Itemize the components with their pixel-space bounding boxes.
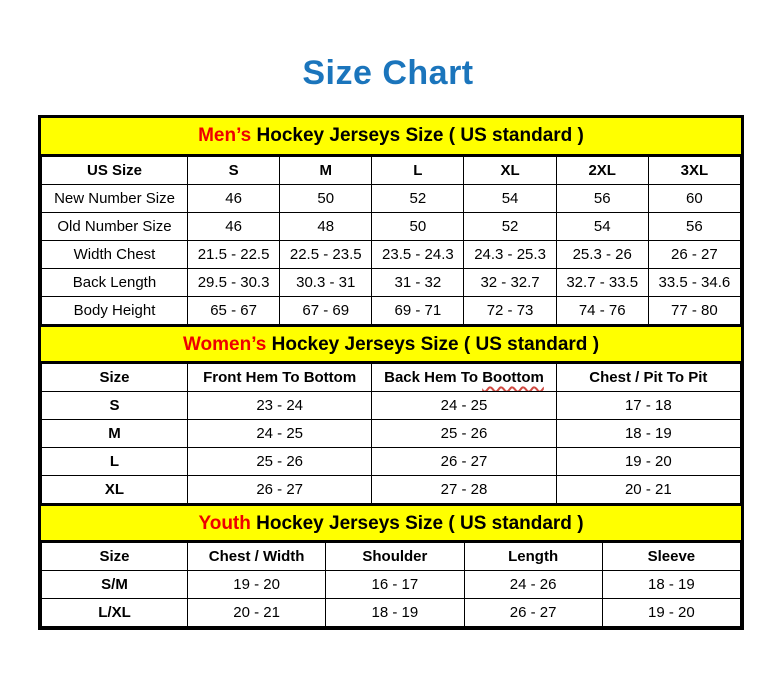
column-header: 3XL [648, 157, 740, 185]
row-header-cell: Old Number Size [42, 213, 188, 241]
youth-size-table [41, 542, 741, 627]
value-cell: 27 - 28 [372, 476, 556, 504]
womens-size-table [41, 363, 741, 504]
value-cell: 24 - 25 [188, 420, 372, 448]
column-header: S [188, 157, 280, 185]
value-cell: 54 [556, 213, 648, 241]
youth-section [41, 504, 741, 627]
row-header-cell: XL [42, 476, 188, 504]
value-cell: 77 - 80 [648, 297, 740, 325]
value-cell: 52 [372, 185, 464, 213]
womens-band-text: Hockey Jerseys Size ( US standard ) [266, 334, 600, 355]
table-row [42, 420, 741, 448]
row-header-cell: M [42, 420, 188, 448]
column-header: Size [42, 364, 188, 392]
page-title: Size Chart [302, 54, 474, 92]
value-cell: 50 [372, 213, 464, 241]
youth-band-text: Hockey Jerseys Size ( US standard ) [250, 513, 584, 534]
table-row [42, 571, 741, 599]
value-cell: 74 - 76 [556, 297, 648, 325]
value-cell: 23 - 24 [188, 392, 372, 420]
column-header: Size [42, 543, 188, 571]
value-cell: 18 - 19 [326, 599, 464, 627]
value-cell: 30.3 - 31 [280, 269, 372, 297]
womens-section-band [41, 325, 741, 363]
value-cell: 29.5 - 30.3 [188, 269, 280, 297]
value-cell: 19 - 20 [602, 599, 740, 627]
row-header-cell: L/XL [42, 599, 188, 627]
value-cell: 48 [280, 213, 372, 241]
value-cell: 56 [556, 185, 648, 213]
table-row [42, 448, 741, 476]
value-cell: 33.5 - 34.6 [648, 269, 740, 297]
value-cell: 17 - 18 [556, 392, 740, 420]
value-cell: 25.3 - 26 [556, 241, 648, 269]
value-cell: 46 [188, 213, 280, 241]
header-row [42, 543, 741, 571]
header-row [42, 157, 741, 185]
value-cell: 20 - 21 [188, 599, 326, 627]
value-cell: 26 - 27 [464, 599, 602, 627]
value-cell: 26 - 27 [372, 448, 556, 476]
value-cell: 23.5 - 24.3 [372, 241, 464, 269]
column-header: Length [464, 543, 602, 571]
value-cell: 60 [648, 185, 740, 213]
value-cell: 24.3 - 25.3 [464, 241, 556, 269]
column-header: XL [464, 157, 556, 185]
column-header: Chest / Width [188, 543, 326, 571]
row-header-cell: Width Chest [42, 241, 188, 269]
womens-band-accent: Women’s [182, 334, 267, 355]
table-row [42, 185, 741, 213]
column-header: Front Hem To Bottom [188, 364, 372, 392]
row-header-cell: L [42, 448, 188, 476]
size-chart-page [0, 54, 776, 630]
table-row [42, 392, 741, 420]
value-cell: 16 - 17 [326, 571, 464, 599]
mens-section [41, 118, 741, 325]
value-cell: 31 - 32 [372, 269, 464, 297]
value-cell: 54 [464, 185, 556, 213]
value-cell: 50 [280, 185, 372, 213]
value-cell: 26 - 27 [188, 476, 372, 504]
column-header: 2XL [556, 157, 648, 185]
value-cell: 19 - 20 [188, 571, 326, 599]
value-cell: 25 - 26 [188, 448, 372, 476]
table-row [42, 269, 741, 297]
mens-band-accent: Men’s [198, 125, 252, 146]
column-header: Back Hem To Boottom [372, 364, 556, 392]
value-cell: 19 - 20 [556, 448, 740, 476]
womens-section [41, 325, 741, 504]
value-cell: 21.5 - 22.5 [188, 241, 280, 269]
mens-size-table [41, 156, 741, 325]
value-cell: 72 - 73 [464, 297, 556, 325]
value-cell: 52 [464, 213, 556, 241]
column-header: Sleeve [602, 543, 740, 571]
header-row [42, 364, 741, 392]
row-header-cell: New Number Size [42, 185, 188, 213]
column-header: M [280, 157, 372, 185]
table-row [42, 213, 741, 241]
table-row [42, 297, 741, 325]
value-cell: 20 - 21 [556, 476, 740, 504]
value-cell: 67 - 69 [280, 297, 372, 325]
value-cell: 25 - 26 [372, 420, 556, 448]
value-cell: 69 - 71 [372, 297, 464, 325]
column-header: Chest / Pit To Pit [556, 364, 740, 392]
value-cell: 65 - 67 [188, 297, 280, 325]
row-header-cell: Back Length [42, 269, 188, 297]
youth-section-band [41, 504, 741, 542]
row-header-cell: S/M [42, 571, 188, 599]
value-cell: 26 - 27 [648, 241, 740, 269]
row-header-cell: Body Height [42, 297, 188, 325]
table-row [42, 476, 741, 504]
value-cell: 18 - 19 [602, 571, 740, 599]
size-chart [38, 115, 744, 630]
value-cell: 32.7 - 33.5 [556, 269, 648, 297]
value-cell: 32 - 32.7 [464, 269, 556, 297]
value-cell: 56 [648, 213, 740, 241]
row-header-cell: S [42, 392, 188, 420]
value-cell: 46 [188, 185, 280, 213]
misspelled-word: Boottom [482, 369, 544, 386]
value-cell: 24 - 25 [372, 392, 556, 420]
table-row [42, 599, 741, 627]
mens-band-text: Hockey Jerseys Size ( US standard ) [251, 125, 584, 146]
value-cell: 24 - 26 [464, 571, 602, 599]
value-cell: 22.5 - 23.5 [280, 241, 372, 269]
column-header: L [372, 157, 464, 185]
table-row [42, 241, 741, 269]
column-header: US Size [42, 157, 188, 185]
youth-band-accent: Youth [198, 513, 251, 534]
column-header: Shoulder [326, 543, 464, 571]
value-cell: 18 - 19 [556, 420, 740, 448]
mens-section-band [41, 118, 741, 156]
